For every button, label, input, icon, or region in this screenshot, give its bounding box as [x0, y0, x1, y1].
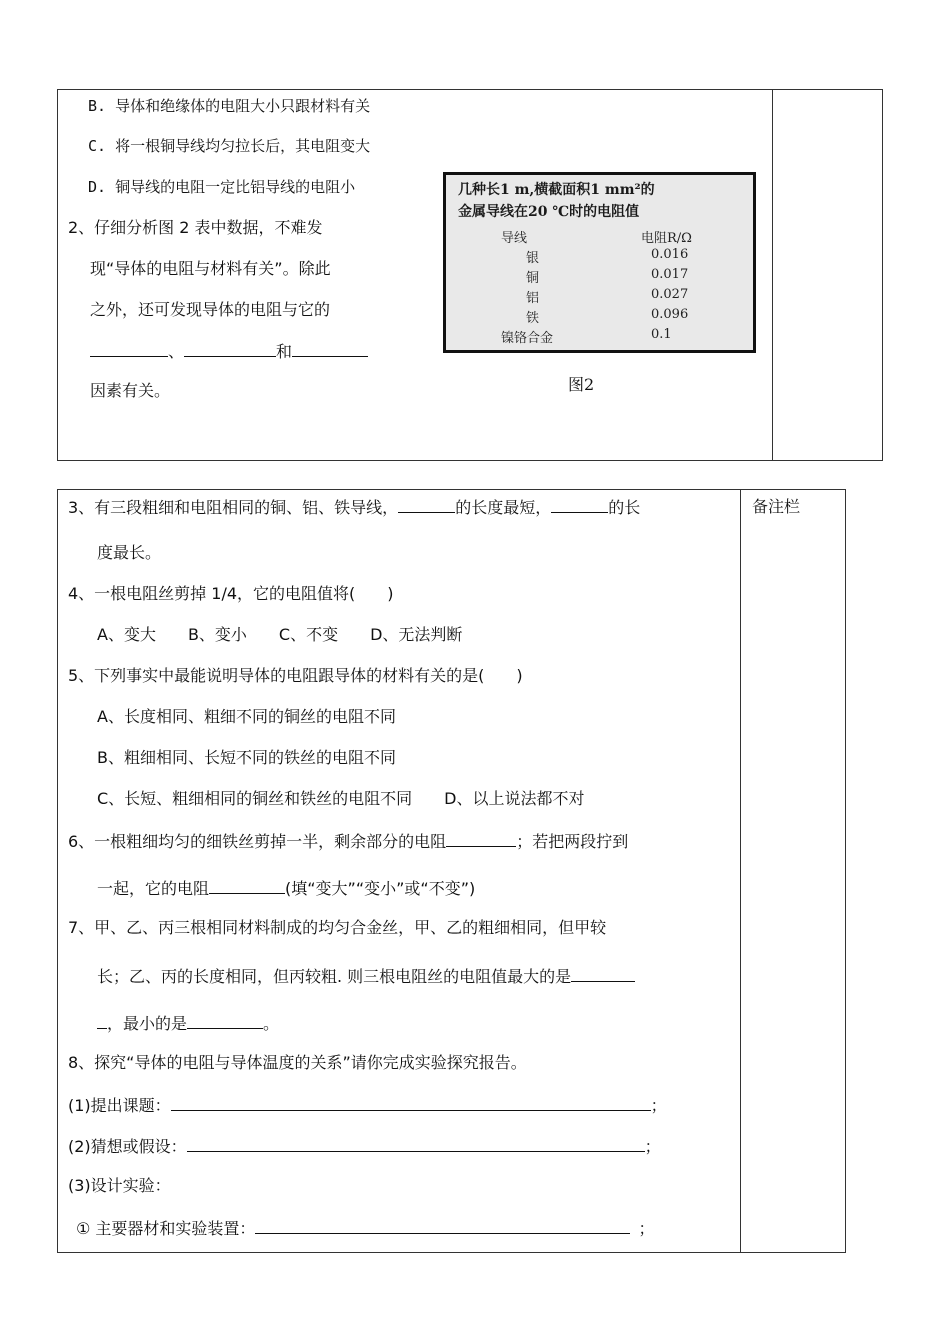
- q3-text-b: 的长度最短，: [455, 498, 552, 517]
- q7-line-2: [97, 965, 635, 987]
- q8-part-3: (3)设计实验：: [68, 1176, 171, 1195]
- q1-option-c: C. 将一根铜导线均匀拉长后，其电阻变大: [88, 137, 371, 155]
- figure-title-1: 几种长1 m,横截面积1 mm²的: [458, 182, 655, 198]
- q5-option-b: B、粗细相同、长短不同的铁丝的电阻不同: [97, 748, 396, 767]
- q6-blank-1[interactable]: [446, 830, 516, 847]
- q8-hypothesis-input[interactable]: [187, 1135, 645, 1152]
- q7-line-1: 7、甲、乙、丙三根相同材料制成的均匀合金丝，甲、乙的粗细相同，但甲较: [68, 918, 607, 937]
- top-table-divider: [772, 89, 773, 461]
- figure-caption: 图2: [568, 375, 595, 394]
- q3-blank-1[interactable]: [398, 496, 455, 513]
- q6-text-a: 6、一根粗细均匀的细铁丝剪掉一半，剩余部分的电阻: [68, 832, 447, 851]
- q5-option-a: A、长度相同、粗细不同的铜丝的电阻不同: [97, 707, 396, 726]
- q8-part-3-1-semicolon: ；: [638, 1219, 655, 1238]
- q7-text-d: 。: [263, 1014, 280, 1033]
- q7-blank-1-cont[interactable]: [97, 1012, 107, 1029]
- figure-row-material: 镍铬合金: [501, 331, 554, 346]
- figure-col-material: 导线: [501, 231, 528, 246]
- q4-options: A、变大 B、变小 C、不变 D、无法判断: [97, 625, 463, 644]
- q3-text-c: 的长: [608, 498, 641, 517]
- q7-blank-1[interactable]: [571, 965, 635, 982]
- q6-blank-2[interactable]: [209, 877, 285, 894]
- q8-stem: 8、探究“导体的电阻与导体温度的关系”请你完成实验探究报告。: [68, 1053, 527, 1072]
- q2-blank-1[interactable]: [90, 340, 168, 357]
- q6-text-c: 一起，它的电阻: [97, 879, 210, 898]
- figure-row-value: 0.027: [651, 287, 689, 302]
- figure-row-value: 0.016: [651, 247, 689, 262]
- figure-row-value: 0.096: [651, 307, 689, 322]
- figure-row-material: 铜: [526, 271, 540, 286]
- q2-line-3: 之外，还可发现导体的电阻与它的: [90, 300, 331, 319]
- q2-line-1: 2、仔细分析图 2 表中数据，不难发: [68, 218, 323, 237]
- q8-part-1-semicolon: ；: [650, 1096, 667, 1115]
- q2-ending: 因素有关。: [90, 381, 171, 400]
- q5-stem: 5、下列事实中最能说明导体的电阻跟导体的材料有关的是( ): [68, 666, 523, 685]
- q8-part-3-1: [76, 1217, 654, 1239]
- figure-title-2: 金属导线在20 ℃时的电阻值: [458, 204, 640, 220]
- q1-option-b: B. 导体和绝缘体的电阻大小只跟材料有关: [88, 97, 371, 115]
- q2-line-2: 现“导体的电阻与材料有关”。除此: [90, 259, 331, 278]
- q8-part-1-label: (1)提出课题：: [68, 1096, 171, 1115]
- q2-blank-2[interactable]: [184, 340, 276, 357]
- q7-text-b: 长；乙、丙的长度相同，但丙较粗. 则三根电阻丝的电阻值最大的是: [97, 967, 572, 986]
- figure-row-value: 0.017: [651, 267, 689, 282]
- q7-text-c: ，最小的是: [107, 1014, 188, 1033]
- q8-part-1: [68, 1094, 667, 1116]
- q6-text-b: ；若把两段拧到: [516, 832, 629, 851]
- q7-line-3: [97, 1012, 279, 1034]
- q8-part-2-label: (2)猜想或假设：: [68, 1137, 187, 1156]
- q6-line-2: [97, 877, 475, 899]
- q2-blank-3[interactable]: [292, 340, 368, 357]
- q6-line-1: [68, 830, 628, 852]
- q1-option-d: D. 铜导线的电阻一定比铝导线的电阻小: [88, 178, 356, 196]
- q6-text-d: (填“变大”“变小”或“不变”): [285, 879, 476, 898]
- q8-equipment-input[interactable]: [255, 1217, 630, 1234]
- notes-column-label: 备注栏: [752, 497, 801, 516]
- q3-blank-2[interactable]: [551, 496, 608, 513]
- figure-row-material: 铝: [526, 291, 540, 306]
- q2-separator-1: 、: [168, 342, 185, 361]
- figure-row-value: 0.1: [651, 327, 672, 342]
- q8-topic-input[interactable]: [171, 1094, 651, 1111]
- figure-row-material: 银: [526, 251, 540, 266]
- figure-row-material: 铁: [526, 311, 540, 326]
- q7-blank-2[interactable]: [187, 1012, 263, 1029]
- bottom-table-divider: [740, 489, 741, 1253]
- q8-part-3-1-label: ① 主要器材和实验装置：: [76, 1219, 256, 1238]
- q3-line-2: 度最长。: [97, 543, 162, 562]
- q3-line-1: [68, 496, 640, 518]
- q2-blanks-line: [90, 340, 368, 362]
- q8-part-2: [68, 1135, 661, 1157]
- q8-part-2-semicolon: ；: [644, 1137, 661, 1156]
- resistance-table-image: [443, 172, 756, 353]
- q2-separator-2: 和: [276, 342, 293, 361]
- q4-stem: 4、一根电阻丝剪掉 1/4，它的电阻值将( ): [68, 584, 394, 603]
- q5-option-cd: C、长短、粗细相同的铜丝和铁丝的电阻不同 D、以上说法都不对: [97, 789, 585, 808]
- q3-text-a: 3、有三段粗细和电阻相同的铜、铝、铁导线，: [68, 498, 399, 517]
- figure-col-resistance: 电阻R/Ω: [641, 231, 692, 246]
